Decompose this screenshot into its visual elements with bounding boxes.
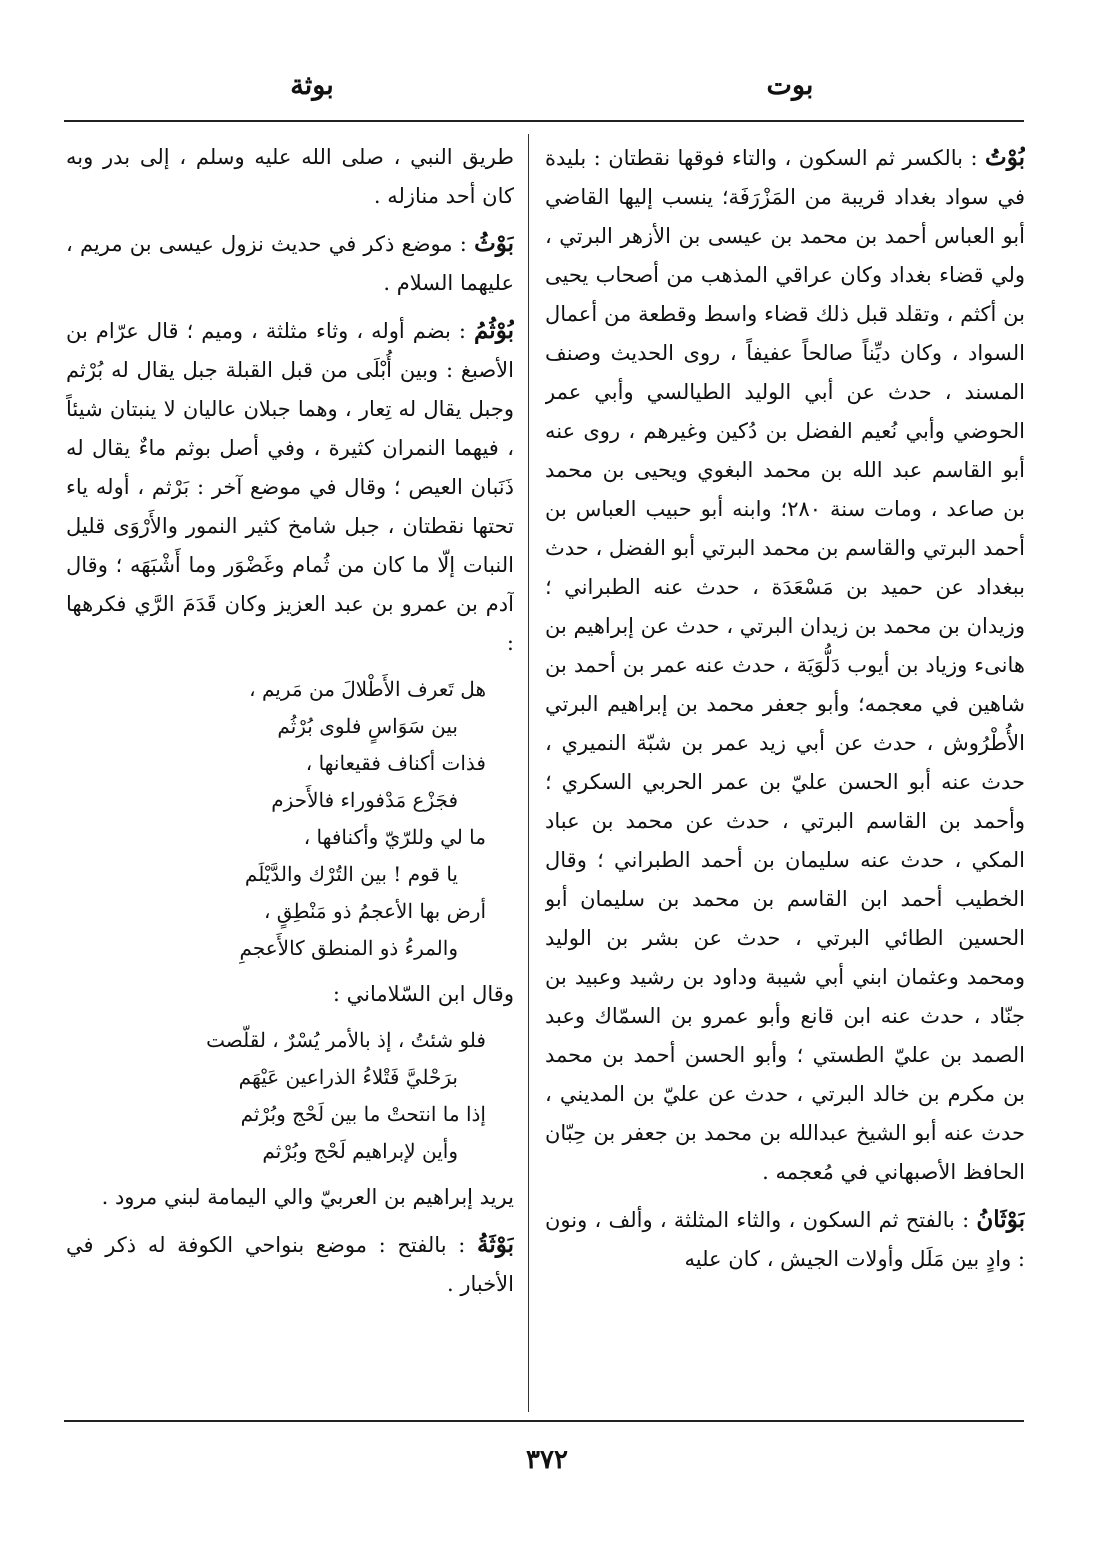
headword: بُوْثُمُ [474,317,514,344]
entry-but [545,138,1025,1192]
entry-text: : بضم أوله ، وثاء مثلثة ، وميم ؛ قال عرّام بن الأصبغ : وبين أُبْلَى من قبل القبلة جبل يقال له بُرْثم وجبل يقال له تِعار ، وهما جبلان عاليان لا ينبتان شيئاً ، فيهما النمران كثيرة ، وفي أصل بوثم ماءٌ يقال له ذَنَبان العيص ؛ وقال في موضع آخر : بَرْثم ، أوله ياء تحتها نقطتان ، جبل شامخ كثير النمور والأَرْوَى قليل النبات إلّا ما كان من ثُمام وغَضْوَر وما أَشْبَهَه ؛ وقال آدم بن عمرو بن عبد العزيز وكان قَدَمَ الرَّي فكرهها : [66,319,514,655]
after-poem-paragraph [66,1178,514,1217]
headword: بُوْتُ [985,144,1025,171]
verse-line: وأين لإبراهيم لَحْج وبُرْثم [262,1139,458,1163]
verse-line: هل تَعرف الأَطْلالَ من مَريم ، [249,677,486,701]
entry-text: يريد إبراهيم بن العربيّ والي اليمامة لبني مرود . [101,1185,514,1209]
entry-paragraph [66,1225,514,1304]
entry-text: : موضع ذكر في حديث نزول عيسى بن مريم ، عليهما السلام . [66,232,514,295]
headword: بَوْثَانُ [976,1206,1025,1233]
verse-line: فذات أكناف فقيعانها ، [305,751,486,775]
verse-line: أرض بها الأعجمُ ذو مَنْطِقٍ ، [263,899,486,923]
entry-text: وقال ابن السّلاماني : [332,982,514,1006]
entry-bawth [66,224,514,303]
entry-text: طريق النبي ، صلى الله عليه وسلم ، إلى بدر وبه كان أحد منازله . [66,145,514,208]
entry-paragraph [545,1200,1025,1279]
entry-text: : بالفتح : موضع بنواحي الكوفة له ذكر في الأخبار . [66,1233,514,1296]
headword: بَوْثَةُ [476,1231,514,1258]
entry-paragraph [66,224,514,303]
entry-paragraph [545,138,1025,1192]
poem-1 [66,671,514,967]
running-head-left: بوثة [290,70,334,101]
entry-bawtha [66,1225,514,1304]
column-divider [528,134,529,1412]
continuation-paragraph [66,138,514,216]
entry-bawthan [545,1200,1025,1279]
poem-intro [66,975,514,1014]
bottom-rule [64,1420,1024,1422]
verse-line: فجَزْع مَدْفوراء فالأَحزم [271,788,458,812]
headword: بَوْثُ [474,230,514,257]
verse-line: برَحْليَّ فَتْلاءُ الذراعين عَيْهَم [238,1065,458,1089]
verse-line: ما لي وللرّيّ وأكنافها ، [303,825,486,849]
verse-line: بين سَوَاسٍ فلوى بُرْثُم [277,714,458,738]
right-column [545,138,1025,1413]
page-number: ٣٧٢ [526,1445,568,1475]
verse-line: فلو شئتُ ، إذ بالأمر يُسْرٌ ، لقلّصت [206,1028,486,1052]
entry-text: : بالكسر ثم السكون ، والتاء فوقها نقطتان : بليدة في سواد بغداد قريبة من المَزْرَفَة؛ ينسب إليها القاضي أبو العباس أحمد بن محمد بن عيسى بن الأزهر البرتي ، ولي قضاء بغداد وكان عراقي المذهب من أصحاب يحيى بن أكثم ، وتقلد قبل ذلك قضاء واسط وقطعة من أعمال السواد ، وكان ديِّناً صالحاً عفيفاً ، روى الحديث وصنف المسند ، حدث عن أبي الوليد الطيالسي وأبي عمر الحوضي وأبي نُعيم الفضل بن دُكين وغيرهم ، روى عنه أبو القاسم عبد الله بن محمد البغوي ويحيى بن محمد بن صاعد ، ومات سنة ٢٨٠؛ وابنه أبو حبيب العباس بن أحمد البرتي والقاسم بن محمد البرتي أبو الفضل ، حدث ببغداد عن حميد بن مَسْعَدَة ، حدث عنه الطبراني ؛ وزيدان بن محمد بن زيدان البرتي ، حدث عن إبراهيم بن هانىء وزياد بن أيوب دَلُّوَيَة ، حدث عنه عمر بن أحمد بن شاهين في معجمه؛ وأبو جعفر محمد بن إبراهيم البرتي الأُطْرُوش ، حدث عن أبي زيد عمر بن شبّة النميري ، حدث عنه أبو الحسن عليّ بن عمر الحربي السكري ؛ وأحمد بن القاسم البرتي ، حدث عن محمد بن عباد المكي ، حدث عنه سليمان بن أحمد الطبراني ؛ وقال الخطيب أحمد ابن القاسم بن محمد بن سليمان أبو الحسين الطائي البرتي ، حدث عن بشر بن الوليد ومحمد وعثمان ابني أبي شيبة وداود بن رشيد وعبيد بن جنّاد ، حدث عنه ابن قانع وأبو عمرو بن السمّاك وعبد الصمد بن عليّ الطستي ؛ وأبو الحسن أحمد بن محمد بن مكرم بن خالد البرتي ، حدث عن عليّ بن المديني ، حدث عنه أبو الشيخ عبدالله بن محمد بن جعفر بن حِبّان الحافظ الأصبهاني في مُعجمه . [545,146,1025,1184]
entry-paragraph [66,311,514,663]
left-column [66,138,514,1413]
entry-burthum [66,311,514,663]
running-head-right: بوت [766,70,814,101]
verse-line: إذا ما انتحتْ ما بين لَحْج وبُرْثم [240,1102,486,1126]
entry-text: : بالفتح ثم السكون ، والثاء المثلثة ، وألف ، ونون : وادٍ بين مَلَل وأولات الجيش ، كان عليه [545,1208,1025,1271]
poem-2 [66,1022,514,1170]
verse-line: والمرءُ ذو المنطق كالأَعجمِ [239,936,458,960]
top-rule [64,120,1024,122]
verse-line: يا قوم ! بين التُرْك والدَّيْلَم [244,862,458,886]
